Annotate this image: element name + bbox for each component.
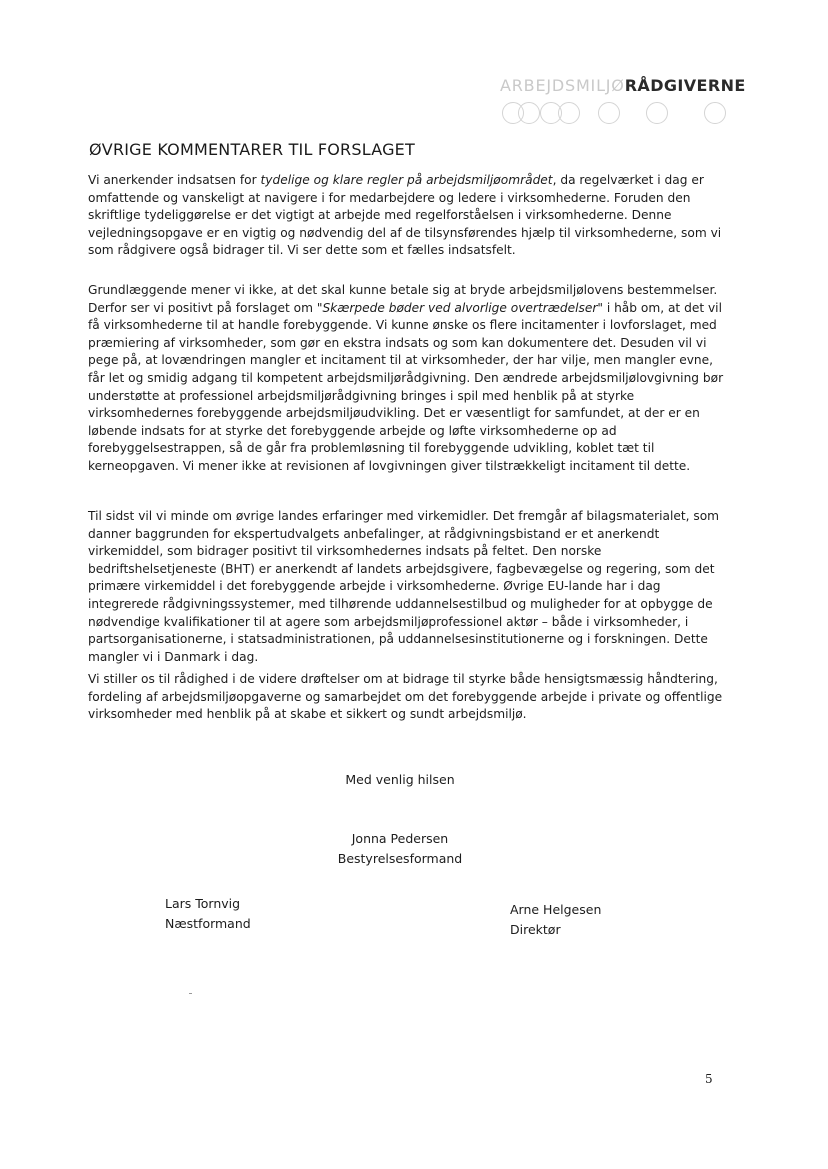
- paragraph-1-text-start: Vi anerkender indsatsen for: [88, 173, 261, 187]
- page-number: 5: [705, 1072, 713, 1086]
- paragraph-1-emphasis: tydelige og klare regler på arbejdsmiljøområdet: [260, 173, 553, 187]
- director-signature: [510, 900, 601, 940]
- chair-name: Jonna Pedersen: [351, 831, 449, 846]
- chair-title: Bestyrelsesformand: [337, 851, 463, 866]
- section-heading: ØVRIGE KOMMENTARER TIL FORSLAGET: [89, 140, 415, 159]
- paragraph-1: [88, 172, 724, 260]
- director-title: Direktør: [510, 922, 561, 937]
- paragraph-4: [88, 671, 724, 724]
- scan-mark: [189, 993, 192, 994]
- logo-wordmark: [500, 76, 746, 95]
- director-name: Arne Helgesen: [510, 902, 602, 917]
- paragraph-2-text-start: Grundlæggende mener vi ikke, at det skal kunne betale sig at bryde arbejdsmiljølovens bestemmelser. Derfor ser vi positivt på forslaget om ": [88, 283, 718, 315]
- logo-dark-text: RÅDGIVERNE: [624, 76, 746, 95]
- vice-chair-title: Næstformand: [165, 916, 251, 931]
- paragraph-1-text-end: , da regelværket i dag er omfattende og vanskeligt at navigere i for medarbejdere og ledere i virksomhederne. Foruden den skriftlige tydeliggørelse er det vigtigt at arbejde med regelforståelsen i virksomhederne. Denne vejledningsopgave er en vigtig og nødvendig del af de tilsynsførendes hjælp til virksomhederne, som vi som rådgivere også bidrager til. Vi ser dette som et fælles indsatsfelt.: [88, 173, 722, 258]
- vice-chair-signature: [165, 894, 251, 934]
- closing-greeting: Med venlig hilsen: [345, 772, 455, 787]
- paragraph-2-emphasis: Skærpede bøder ved alvorlige overtrædelser: [322, 300, 598, 315]
- paragraph-3: [88, 508, 724, 666]
- paragraph-2-text-end: " i håb om, at det vil få virksomhederne til at handle forebyggende. Vi kunne ønske os flere incitamenter i lovforslaget, med præmiering af virksomheder, som gør en ekstra indsats og som kan dokumentere det. Desuden vil vi pege på, at lovændringen mangler et incitament til at virksomheder, der har vilje, men mangler evne, får let og smidig adgang til kompetent arbejdsmiljørådgivning. Den ændrede arbejdsmiljølovgivning bør understøtte at professionel arbejdsmiljørådgivning bringes i spil med henblik på at styrke virksomhedernes forebyggende arbejdsmiljøudvikling. Det er væsentligt for samfundet, at der er en løbende indsats for at styrke det forebyggende arbejde og løfte virksomhederne op ad forebyggelsestrappen, så de går fra problemløsning til forebyggende udvikling, koblet tæt til kerneopgaven. Vi mener ikke at revisionen af lovgivningen giver tilstrækkeligt incitament til dette.: [88, 300, 724, 473]
- paragraph-2: [88, 282, 724, 476]
- logo: [500, 76, 746, 95]
- paragraph-3-text: Til sidst vil vi minde om øvrige landes erfaringer med virkemidler. Det fremgår af bilagsmaterialet, som danner baggrunden for ekspertudvalgets anbefalinger, at rådgivningsbistand er et anerkendt virkemiddel, som bidrager positivt til virksomhedernes indsats på feltet. Den norske bedriftshelsetjeneste (BHT) er anerkendt af landets arbejdsgivere, fagbevægelse og regering, som det primære virkemiddel i det forebyggende arbejde i virksomhederne. Øvrige EU-lande har i dag integrerede rådgivningssystemer, med tilhørende uddannelsestilbud og muligheder for at opbygge de nødvendige kvalifikationer til at agere som arbejdsmiljøprofessionel aktør – både i virksomheder, i partsorganisationerne, i statsadministrationen, på uddannelsesinstitutionerne og i forskningen. Dette mangler vi i Danmark i dag.: [88, 509, 720, 664]
- vice-chair-name: Lars Tornvig: [165, 896, 241, 911]
- paragraph-4-text: Vi stiller os til rådighed i de videre drøftelser om at bidrage til styrke både hensigtsmæssig håndtering, fordeling af arbejdsmiljøopgaverne og samarbejdet om det forebyggende arbejde i private og offentlige virksomheder med henblik på at skabe et sikkert og sundt arbejdsmiljø.: [88, 672, 723, 722]
- logo-light-text: ARBEJDSMILJØ: [500, 76, 625, 95]
